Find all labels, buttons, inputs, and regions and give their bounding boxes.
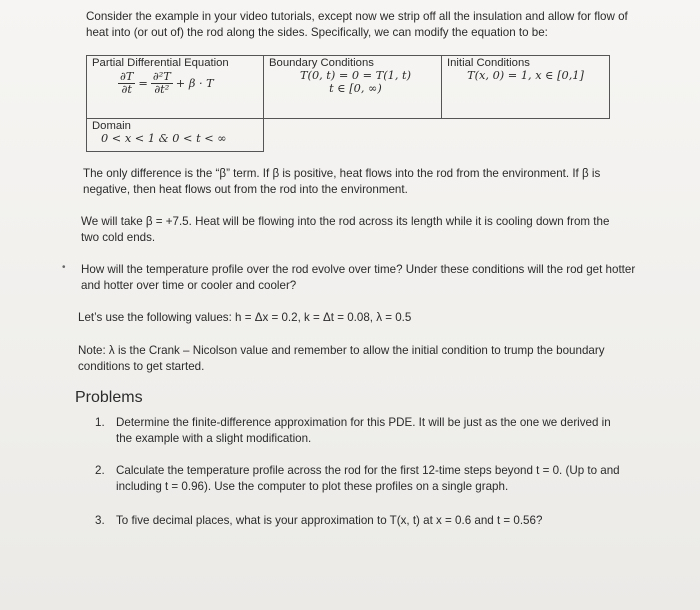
beta-explanation: The only difference is the “β” term. If β is positive, heat flows into the rod from the environment. If β is negative, then heat flows out from the rod into the environment. [83,167,601,196]
pde-rhs-fraction [151,71,173,96]
pde-header: Partial Differential Equation [92,57,229,69]
pde-lhs-denominator: ∂t [121,83,132,96]
pde-equation [118,71,258,96]
note-paragraph: Note: λ is the Crank – Nicolson value and remember to allow the initial condition to trump the boundary conditions to get started. [78,344,605,373]
pde-rhs-denominator: ∂t² [154,83,170,96]
boundary-cell [264,56,442,119]
intro-paragraph: Consider the example in your video tutorials, except now we strip off all the insulation and allow for flow of heat into (or out of) the rod along the sides. Specifically, we can modify the equation to be: [86,10,628,39]
problem-number: 2. [95,464,105,477]
domain-header: Domain [92,120,131,132]
problem-number: 1. [95,416,105,429]
pde-rhs-tail: + β · T [175,77,214,90]
bc-header: Boundary Conditions [269,57,374,69]
bullet-dot: • [62,262,66,273]
problem-text: To five decimal places, what is your approximation to T(x, t) at x = 0.6 and t = 0.56? [116,514,543,527]
pde-lhs-fraction [118,71,135,96]
initial-cell [442,56,610,119]
beta-value-paragraph: We will take β = +7.5. Heat will be flowing into the rod across its length while it is cooling down from the two cold ends. [81,215,610,244]
problem-item-2 [95,463,635,495]
pde-rhs-numerator: ∂²T [152,70,171,83]
problem-item-1 [95,415,635,447]
pde-equals: = [138,77,148,90]
domain-line: 0 < x < 1 & 0 < t < ∞ [101,132,227,145]
bc-line-2: t ∈ [0, ∞) [329,82,382,95]
problem-number: 3. [95,514,105,527]
problem-text: Calculate the temperature profile across the rod for the first 12-time steps beyond t = 0. (Up to and including t = 0.96). Use the computer to plot these profiles on a single graph. [116,464,620,493]
ic-line-1: T(x, 0) = 1, x ∈ [0,1] [467,69,584,82]
pde-cell [87,56,264,119]
bc-line-1: T(0, t) = 0 = T(1, t) [300,69,411,82]
domain-cell [87,119,264,152]
problem-item-3 [95,513,635,531]
problems-heading: Problems [75,389,143,406]
values-paragraph: Let’s use the following values: h = Δx = 0.2, k = Δt = 0.08, λ = 0.5 [78,311,412,324]
equation-table [86,55,610,152]
question-paragraph: How will the temperature profile over the rod evolve over time? Under these conditions will the rod get hotter and hotter over time or cooler and cooler? [81,263,636,292]
problem-text: Determine the finite-difference approximation for this PDE. It will be just as the one we derived in the example with a slight modification. [116,416,611,445]
ic-header: Initial Conditions [447,57,530,69]
pde-lhs-numerator: ∂T [120,70,134,83]
